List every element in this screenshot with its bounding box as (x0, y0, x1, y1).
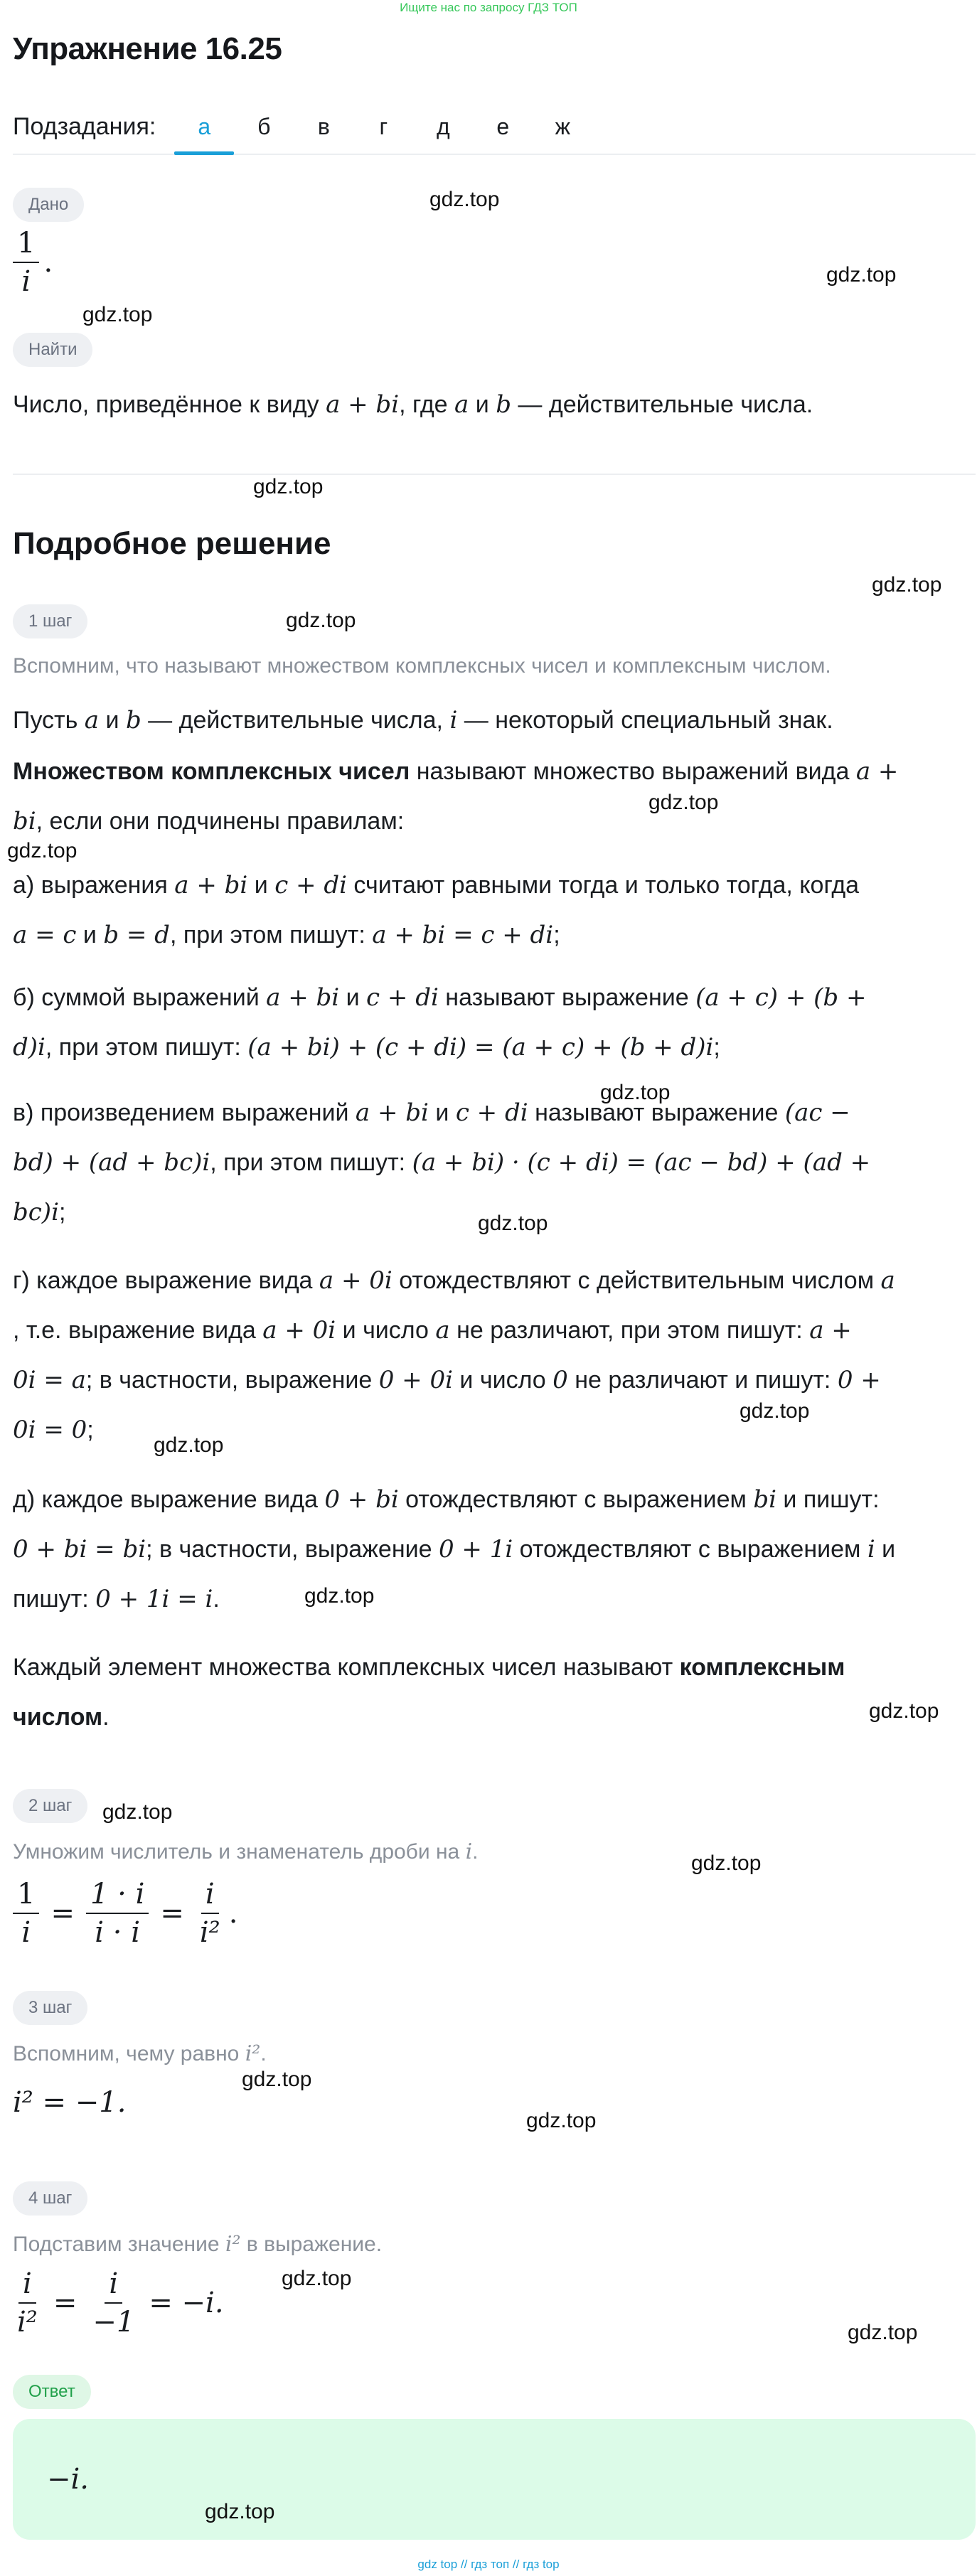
watermark: gdz.top (648, 791, 719, 814)
step-4-hint: Подставим значение i² в выражение. (13, 2232, 383, 2257)
find-badge: Найти (13, 333, 92, 367)
find-text: Число, приведённое к виду a + bi, где a и b — действительные числа. (13, 390, 813, 419)
subtasks-label: Подзадания: (13, 112, 156, 140)
step-4-equation: $\frac{i}{\text{i²}}$ = $\frac{i}{-1}$ = −i. (17, 2267, 224, 2339)
footer-links[interactable]: gdz top // гдз топ // гдз top (417, 2558, 560, 2571)
step-3-badge: 3 шаг (13, 1991, 87, 2025)
solution-title: Подробное решение (13, 526, 331, 561)
rule-a: а) выражения a + bi и c + di считают равными тогда и только тогда, когда a = c и b = d, при этом пишут: a + bi = c + di; (13, 871, 860, 949)
subtask-tabs (13, 100, 976, 155)
watermark: gdz.top (282, 2267, 352, 2290)
tab-d[interactable]: д (436, 114, 450, 139)
step-1-paragraph-1: Пусть a и b — действительные числа, i — некоторый специальный знак. (13, 706, 833, 734)
tab-v[interactable]: в (317, 114, 330, 139)
tab-g[interactable]: г (379, 114, 388, 139)
watermark: gdz.top (286, 609, 356, 632)
answer-badge: Ответ (13, 2375, 91, 2409)
watermark: gdz.top (7, 839, 78, 862)
watermark: gdz.top (600, 1081, 671, 1104)
given-expression: $\frac{1}{i}$ . (13, 228, 53, 297)
step-2-badge: 2 шаг (13, 1789, 87, 1823)
divider (13, 474, 976, 475)
watermark: gdz.top (102, 1800, 173, 1824)
watermark: gdz.top (526, 2109, 597, 2132)
rule-d: д) каждое выражение вида 0 + bi отождествляют с выражением bi и пишут: 0 + bi = bi; в частности, выражение 0 + 1i отождествляют с выражением i и пишут: 0 + 1i = i. (13, 1485, 896, 1613)
watermark: gdz.top (826, 263, 897, 287)
watermark: gdz.top (869, 1699, 939, 1723)
watermark: gdz.top (478, 1212, 548, 1235)
step-3-hint: Вспомним, чему равно i². (13, 2041, 267, 2066)
tab-zh[interactable]: ж (555, 114, 571, 139)
watermark: gdz.top (82, 303, 153, 326)
step-4-badge: 4 шаг (13, 2181, 87, 2216)
watermark: gdz.top (205, 2500, 275, 2523)
tab-b[interactable]: б (257, 114, 271, 139)
step-1-badge: 1 шаг (13, 604, 87, 638)
watermark: gdz.top (740, 1399, 810, 1423)
watermark: gdz.top (253, 475, 324, 498)
rule-b: б) суммой выражений a + bi и c + di называют выражение (a + c) + (b + d)i, при этом пишут: (a + bi) + (c + di) = (a + c) + (b + d)i; (13, 983, 867, 1062)
watermark: gdz.top (872, 573, 942, 597)
answer-value: −i. (47, 2463, 90, 2496)
watermark: gdz.top (304, 1584, 375, 1608)
watermark: gdz.top (848, 2321, 918, 2344)
answer-box (13, 2419, 976, 2540)
rule-g: г) каждое выражение вида a + 0i отождествляют с действительным числом a , т.е. выражение вида a + 0i и число a не различают, при этом пишут: a + 0i = a; в частности, выражение 0 + 0i и число 0 не различают и пишут: 0 + 0i = 0; (13, 1266, 895, 1444)
step-1-hint: Вспомним, что называют множеством комплексных чисел и комплексным числом. (13, 654, 831, 678)
page-title: Упражнение 16.25 (13, 31, 282, 66)
search-banner[interactable]: Ищите нас по запросу ГДЗ ТОП (400, 1, 577, 14)
watermark: gdz.top (154, 1433, 224, 1457)
watermark: gdz.top (429, 188, 500, 211)
step-2-hint: Умножим числитель и знаменатель дроби на i. (13, 1839, 479, 1864)
rule-v: в) произведением выражений a + bi и c + di называют выражение (ac − bd) + (ad + bc)i, при этом пишут: (a + bi) · (c + di) = (ac − bd) + (ad + bc)i; (13, 1099, 871, 1226)
step-3-equation: i² = −1. (13, 2086, 127, 2119)
step-1-definition: Множеством комплексных чисел называют множество выражений вида a + bi, если они подчинены правилам: (13, 757, 899, 835)
given-badge: Дано (13, 188, 84, 222)
tab-e[interactable]: е (496, 114, 510, 139)
tab-a[interactable]: а (174, 100, 234, 154)
watermark: gdz.top (691, 1851, 762, 1875)
step-1-conclusion: Каждый элемент множества комплексных чисел называют комплексным числом. (13, 1654, 845, 1731)
watermark: gdz.top (242, 2068, 312, 2091)
step-2-equation: $\frac{1}{i}$ = $\frac{1 \cdot i}{i \cdot i}$ = $\frac{i}{\text{i²}}$ . (13, 1878, 237, 1948)
